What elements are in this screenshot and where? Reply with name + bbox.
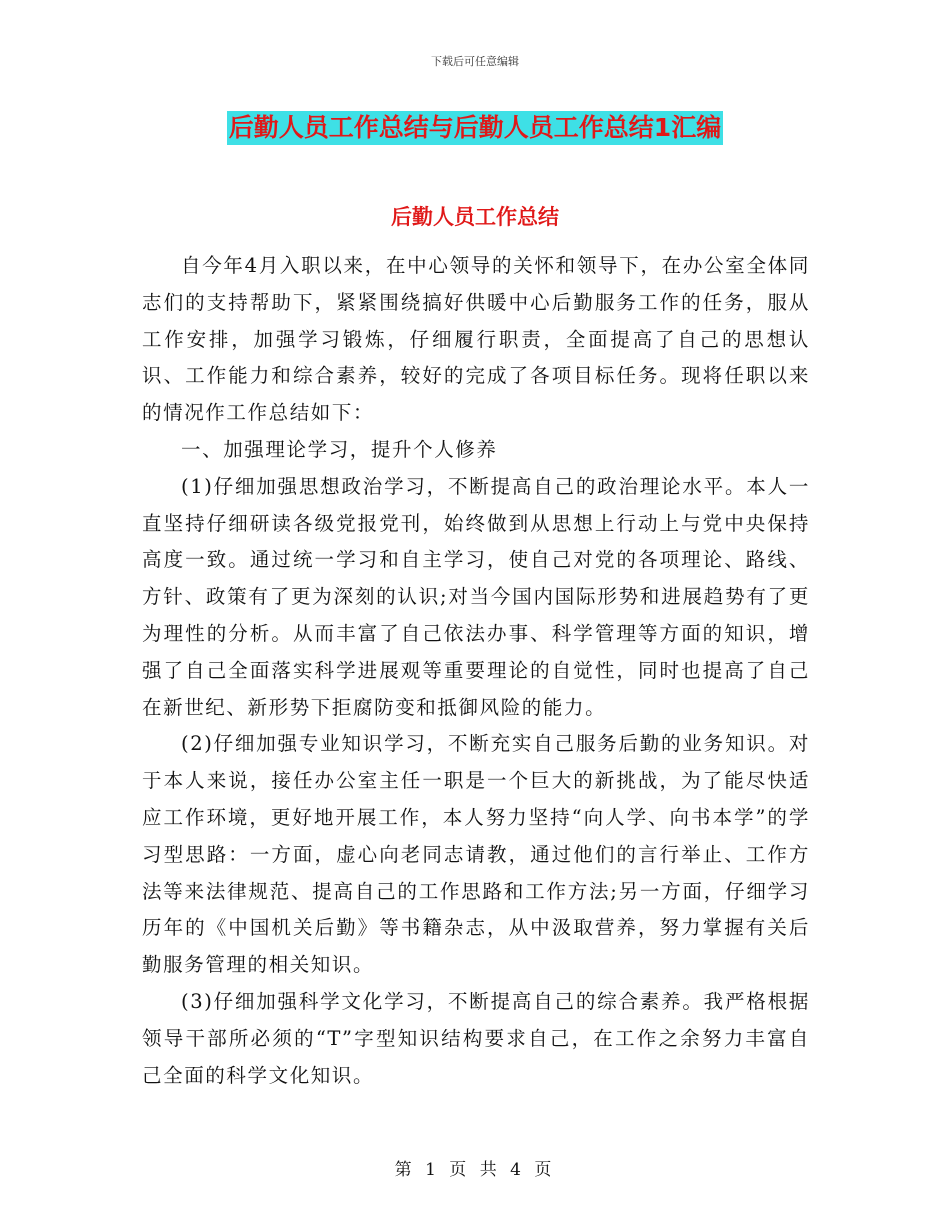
paragraph-intro: 自今年4月入职以来，在中心领导的关怀和领导下，在办公室全体同志们的支持帮助下，紧紧围绕搞好供暖中心后勤服务工作的任务，服从工作安排，加强学习锻炼，仔细履行职责，全面提高了自己的思想认识、工作能力和综合素养，较好的完成了各项目标任务。现将任职以来的情况作工作总结如下：: [142, 254, 810, 425]
paragraph-heading-1: 一、加强理论学习，提升个人修养: [181, 437, 498, 461]
section-title: 后勤人员工作总结: [391, 205, 559, 229]
document-title: 后勤人员工作总结与后勤人员工作总结1汇编: [227, 111, 723, 145]
document-title-container: [0, 111, 950, 145]
paragraph-item-1: (1)仔细加强思想政治学习，不断提高自己的政治理论水平。本人一直坚持仔细研读各级党报党刊，始终做到从思想上行动上与党中央保持高度一致。通过统一学习和自主学习，使自己对党的各项理论、路线、方针、政策有了更为深刻的认识;对当今国内国际形势和进展趋势有了更为理性的分析。从而丰富了自己依法办事、科学管理等方面的知识，增强了自己全面落实科学进展观等重要理论的自觉性，同时也提高了自己在新世纪、新形势下拒腐防变和抵御风险的能力。: [142, 474, 810, 719]
page-number-footer: 第 1 页 共 4 页: [394, 1160, 556, 1180]
paragraph-item-2: (2)仔细加强专业知识学习，不断充实自己服务后勤的业务知识。对于本人来说，接任办公室主任一职是一个巨大的新挑战，为了能尽快适应工作环境，更好地开展工作，本人努力坚持“向人学、向书本学”的学习型思路：一方面，虚心向老同志请教，通过他们的言行举止、工作方法等来法律规范、提高自己的工作思路和工作方法;另一方面，仔细学习历年的《中国机关后勤》等书籍杂志，从中汲取营养，努力掌握有关后勤服务管理的相关知识。: [142, 732, 810, 977]
page-header-note: 下载后可任意编辑: [431, 55, 519, 68]
paragraph-item-3: (3)仔细加强科学文化学习，不断提高自己的综合素养。我严格根据领导干部所必须的“T”字型知识结构要求自己，在工作之余努力丰富自己全面的科学文化知识。: [142, 989, 810, 1087]
document-body: [142, 248, 810, 1094]
